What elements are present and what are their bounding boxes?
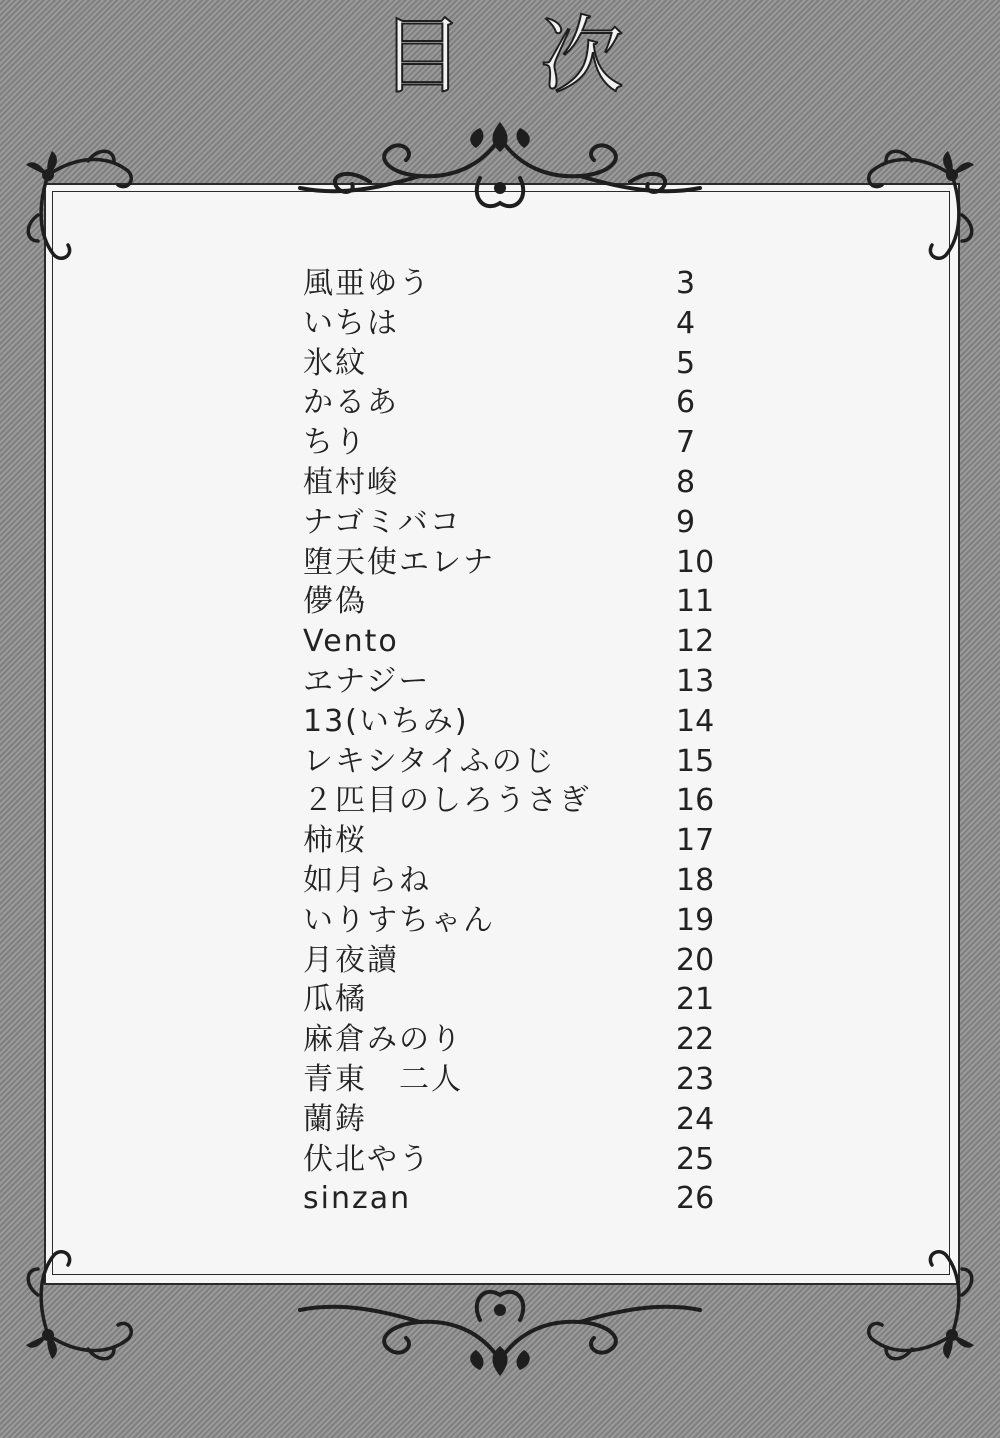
- table-of-contents: [303, 264, 743, 1219]
- corner-ornament-bottom-right-icon: [852, 1235, 982, 1375]
- title-char-2: 次: [540, 7, 625, 105]
- toc-entry-page-number: 4: [676, 305, 696, 341]
- toc-entry: [303, 1060, 743, 1100]
- toc-entry-page-number: 21: [676, 982, 715, 1018]
- toc-entry: [303, 622, 743, 662]
- toc-entry: [303, 423, 743, 463]
- toc-entry-author: 儚偽: [303, 584, 367, 620]
- toc-entry-page-number: 24: [676, 1101, 715, 1137]
- toc-entry-author: 如月らね: [303, 862, 431, 898]
- toc-entry-page-number: 13: [676, 663, 715, 699]
- title-char-1: 目: [380, 7, 465, 105]
- toc-entry: [303, 463, 743, 503]
- toc-entry: [303, 781, 743, 821]
- corner-ornament-top-left-icon: [18, 135, 148, 275]
- toc-entry-author: 蘭鋳: [303, 1101, 367, 1137]
- toc-entry-author: 風亜ゆう: [303, 266, 431, 301]
- toc-entry: [303, 702, 743, 742]
- toc-entry-page-number: 9: [676, 504, 696, 540]
- toc-entry-author: sinzan: [303, 1181, 412, 1217]
- toc-entry-author: ヱナジー: [303, 663, 431, 699]
- toc-entry-page-number: 14: [676, 703, 715, 739]
- toc-entry-author: かるあ: [303, 385, 399, 421]
- toc-entry: [303, 503, 743, 543]
- bottom-flourish-ornament-icon: [280, 1270, 720, 1380]
- toc-entry: [303, 383, 743, 423]
- toc-entry-page-number: 18: [676, 862, 715, 898]
- toc-entry-author: 月夜讀: [303, 942, 399, 978]
- toc-entry: [303, 742, 743, 782]
- toc-entry-page-number: 6: [676, 385, 696, 421]
- toc-entry-author: 伏北やう: [303, 1141, 431, 1177]
- toc-entry-author: レキシタイふのじ: [303, 743, 556, 779]
- toc-entry: [303, 941, 743, 981]
- toc-entry: [303, 543, 743, 583]
- toc-entry-page-number: 15: [676, 743, 715, 779]
- toc-entry: [303, 304, 743, 344]
- corner-ornament-top-right-icon: [852, 135, 982, 275]
- toc-entry: [303, 1140, 743, 1180]
- toc-entry-page-number: 20: [676, 942, 715, 978]
- toc-entry-page-number: 10: [676, 544, 715, 580]
- toc-entry: [303, 821, 743, 861]
- toc-entry-author: ２匹目のしろうさぎ: [303, 783, 591, 819]
- toc-entry-author: ちり: [303, 425, 367, 461]
- corner-ornament-bottom-left-icon: [18, 1235, 148, 1375]
- toc-entry-page-number: 5: [676, 345, 696, 381]
- toc-entry-author: 青東 二人: [303, 1061, 463, 1097]
- toc-entry: [303, 344, 743, 384]
- toc-entry-page-number: 25: [676, 1141, 715, 1177]
- toc-entry: [303, 901, 743, 941]
- toc-entry-page-number: 23: [676, 1061, 715, 1097]
- toc-entry-author: 麻倉みのり: [303, 1022, 463, 1058]
- toc-entry: [303, 582, 743, 622]
- toc-entry-page-number: 16: [676, 783, 715, 819]
- toc-entry: [303, 1100, 743, 1140]
- toc-entry-author: いりすちゃん: [303, 902, 495, 938]
- toc-entry-author: 氷紋: [303, 345, 367, 381]
- toc-entry-author: いちは: [303, 305, 399, 341]
- toc-entry-page-number: 17: [676, 823, 715, 859]
- toc-entry-author: ナゴミバコ: [303, 504, 462, 540]
- toc-entry-page-number: 12: [676, 624, 715, 660]
- toc-entry-page-number: 11: [676, 584, 715, 620]
- toc-entry: [303, 662, 743, 702]
- toc-entry: [303, 861, 743, 901]
- toc-entry-page-number: 3: [676, 266, 696, 301]
- toc-entry-page-number: 19: [676, 902, 715, 938]
- toc-entry: [303, 264, 743, 304]
- toc-entry-page-number: 7: [676, 425, 696, 461]
- toc-entry-author: 柿桜: [303, 823, 367, 859]
- toc-entry-page-number: 8: [676, 464, 696, 500]
- top-flourish-ornament-icon: [280, 118, 720, 218]
- toc-entry-page-number: 26: [676, 1181, 715, 1217]
- toc-entry-author: Vento: [303, 624, 399, 660]
- toc-entry-author: 13(いちみ): [303, 703, 469, 739]
- toc-entry: [303, 980, 743, 1020]
- toc-entry-author: 堕天使エレナ: [303, 544, 495, 580]
- toc-entry: [303, 1020, 743, 1060]
- toc-entry-author: 瓜橘: [303, 982, 367, 1018]
- toc-entry-page-number: 22: [676, 1022, 715, 1058]
- page-title: [0, 6, 1000, 116]
- toc-entry: [303, 1179, 743, 1219]
- toc-entry-author: 植村峻: [303, 464, 399, 500]
